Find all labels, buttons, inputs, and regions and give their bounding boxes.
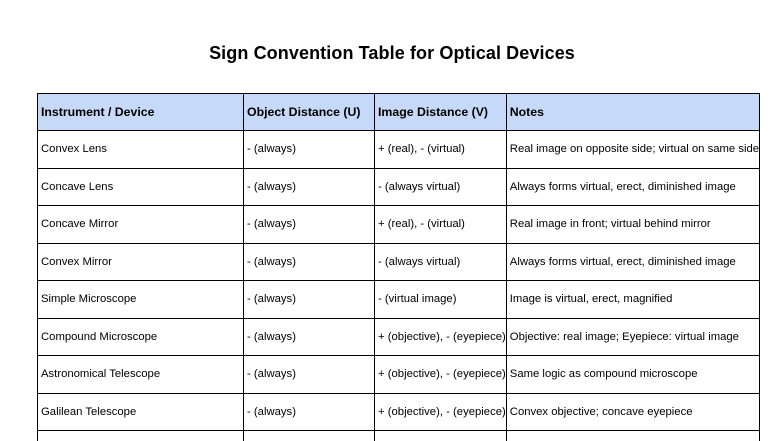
cell-notes: Image is virtual, erect, magnified [506, 281, 759, 319]
cell-image-distance: - (always virtual) [375, 243, 507, 281]
table-row [38, 281, 760, 319]
table-header-row [38, 94, 760, 131]
cell-instrument: Simple Microscope [38, 281, 244, 319]
cell-object-distance: - (always) [244, 356, 375, 394]
cell-image-distance: + (objective), - (eyepiece) [375, 356, 507, 394]
cell-object-distance: - (always) [244, 393, 375, 431]
table-row [38, 243, 760, 281]
cell-instrument [38, 431, 244, 441]
cell-instrument: Concave Lens [38, 168, 244, 206]
cell-image-distance: + (objective), - (eyepiece) [375, 318, 507, 356]
header-notes: Notes [506, 94, 759, 131]
cell-object-distance: - (always) [244, 318, 375, 356]
cell-notes: Same logic as compound microscope [506, 356, 759, 394]
header-image-distance: Image Distance (V) [375, 94, 507, 131]
cell-notes [506, 431, 759, 441]
cell-instrument: Concave Mirror [38, 206, 244, 244]
table-row [38, 393, 760, 431]
table-row [38, 168, 760, 206]
cell-object-distance: - (always) [244, 168, 375, 206]
page-title: Sign Convention Table for Optical Devices [209, 43, 575, 63]
table-row [38, 431, 760, 441]
table-row [38, 318, 760, 356]
cell-instrument: Compound Microscope [38, 318, 244, 356]
cell-instrument: Convex Mirror [38, 243, 244, 281]
cell-image-distance: + (objective), - (eyepiece) [375, 393, 507, 431]
cell-object-distance: - (always) [244, 243, 375, 281]
cell-notes: Always forms virtual, erect, diminished image [506, 168, 759, 206]
cell-instrument: Convex Lens [38, 131, 244, 169]
table-row [38, 131, 760, 169]
table-row [38, 356, 760, 394]
cell-notes: Convex objective; concave eyepiece [506, 393, 759, 431]
cell-object-distance [244, 431, 375, 441]
header-object-distance: Object Distance (U) [244, 94, 375, 131]
cell-notes: Always forms virtual, erect, diminished image [506, 243, 759, 281]
table-row [38, 206, 760, 244]
cell-image-distance [375, 431, 507, 441]
cell-image-distance: + (real), - (virtual) [375, 131, 507, 169]
cell-object-distance: - (always) [244, 206, 375, 244]
cell-object-distance: - (always) [244, 281, 375, 319]
cell-object-distance: - (always) [244, 131, 375, 169]
cell-instrument: Astronomical Telescope [38, 356, 244, 394]
header-instrument: Instrument / Device [38, 94, 244, 131]
cell-image-distance: + (real), - (virtual) [375, 206, 507, 244]
cell-instrument: Galilean Telescope [38, 393, 244, 431]
cell-notes: Real image on opposite side; virtual on same side [506, 131, 759, 169]
cell-image-distance: - (always virtual) [375, 168, 507, 206]
cell-notes: Real image in front; virtual behind mirror [506, 206, 759, 244]
sign-convention-table [37, 93, 760, 441]
cell-image-distance: - (virtual image) [375, 281, 507, 319]
cell-notes: Objective: real image; Eyepiece: virtual image [506, 318, 759, 356]
